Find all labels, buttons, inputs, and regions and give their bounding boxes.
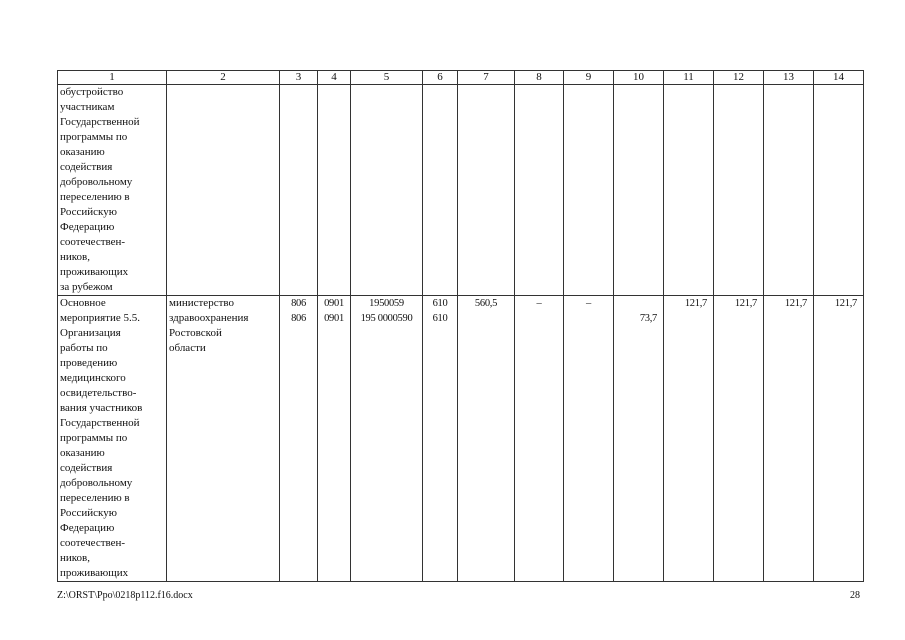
year-value-cell <box>664 296 714 582</box>
text-line: работы по <box>60 342 108 354</box>
empty-cell <box>318 85 351 296</box>
text-line: Федерацию <box>60 522 115 534</box>
text-line: соотечествен- <box>60 236 126 248</box>
year-value-cell <box>614 296 664 582</box>
text-line: Основное <box>60 297 106 309</box>
text-line: Федерацию <box>60 221 115 233</box>
empty-cell <box>764 85 814 296</box>
responsible-executor-cell <box>167 296 280 582</box>
year-value-cell <box>564 296 614 582</box>
header-cell: 8 <box>515 71 564 85</box>
header-cell: 12 <box>714 71 764 85</box>
text-line: участникам <box>60 101 115 113</box>
empty-cell <box>564 85 614 296</box>
header-cell: 5 <box>351 71 423 85</box>
year-value: 121,7 <box>834 298 857 309</box>
text-line: содействия <box>60 161 113 173</box>
section-code: 0901 <box>324 298 344 309</box>
year-value: 121,7 <box>684 298 707 309</box>
text-line: добровольному <box>60 477 133 489</box>
text-line: Государственной <box>60 417 140 429</box>
text-line: оказанию <box>60 146 105 158</box>
header-cell: 9 <box>564 71 614 85</box>
year-value: – <box>536 298 542 309</box>
text-line: ников, <box>60 251 91 263</box>
responsible-executor-lines <box>169 296 277 356</box>
header-row <box>58 71 864 85</box>
empty-cell <box>167 85 280 296</box>
header-cell: 4 <box>318 71 351 85</box>
text-line: Государственной <box>60 116 140 128</box>
total-value: 560,5 <box>474 298 498 309</box>
text-line: проживающих <box>60 266 129 278</box>
text-line: Российскую <box>60 507 117 519</box>
header-cell: 10 <box>614 71 664 85</box>
text-line: программы по <box>60 131 128 143</box>
text-line: мероприятие 5.5. <box>60 312 141 324</box>
text-line: содействия <box>60 462 113 474</box>
year-value: 121,7 <box>734 298 757 309</box>
header-cell: 11 <box>664 71 714 85</box>
grbs-code-cell <box>280 296 318 582</box>
empty-cell <box>814 85 864 296</box>
expense-type-code: 610 <box>432 313 448 324</box>
text-line: области <box>169 342 206 354</box>
text-line: здравоохранения <box>169 312 249 324</box>
text-line: Организация <box>60 327 121 339</box>
expense-type-code: 610 <box>432 298 448 309</box>
file-path: Z:\ORST\Ppo\0218p112.f16.docx <box>57 590 193 601</box>
grbs-code: 806 <box>291 298 306 309</box>
text-line: Российскую <box>60 206 117 218</box>
activity-description-cell <box>58 85 167 296</box>
activity-description-lines <box>60 85 164 295</box>
target-article-cell <box>351 296 423 582</box>
header-cell: 3 <box>280 71 318 85</box>
text-line: Ростовской <box>169 327 222 339</box>
header-cell: 13 <box>764 71 814 85</box>
table-row <box>58 85 864 296</box>
total-cell <box>458 296 515 582</box>
header-cell: 14 <box>814 71 864 85</box>
budget-table <box>57 70 864 582</box>
target-article-code: 195 0000590 <box>360 313 413 324</box>
section-code-cell <box>318 296 351 582</box>
section-code: 0901 <box>324 313 344 324</box>
text-line: ников, <box>60 552 91 564</box>
empty-cell <box>423 85 458 296</box>
text-line: обустройство <box>60 86 124 98</box>
text-line: за рубежом <box>60 281 113 293</box>
empty-cell <box>351 85 423 296</box>
expense-type-cell <box>423 296 458 582</box>
text-line: переселению в <box>60 191 130 203</box>
empty-cell <box>458 85 515 296</box>
text-line: переселению в <box>60 492 130 504</box>
target-article-code: 1950059 <box>369 298 404 309</box>
empty-cell <box>280 85 318 296</box>
text-line: вания участников <box>60 402 143 414</box>
text-line: оказанию <box>60 447 105 459</box>
year-value-cell <box>515 296 564 582</box>
header-cell: 6 <box>423 71 458 85</box>
header-cell: 2 <box>167 71 280 85</box>
empty-cell <box>714 85 764 296</box>
year-value: 121,7 <box>784 298 807 309</box>
text-line: медицинского <box>60 372 126 384</box>
empty-cell <box>664 85 714 296</box>
text-line: проживающих <box>60 567 129 579</box>
text-line: проведению <box>60 357 118 369</box>
text-line: программы по <box>60 432 128 444</box>
activity-description-cell <box>58 296 167 582</box>
activity-description-lines <box>60 296 164 581</box>
header-cell: 7 <box>458 71 515 85</box>
header-cell: 1 <box>58 71 167 85</box>
grbs-code: 806 <box>291 313 306 324</box>
year-value: 73,7 <box>639 313 657 324</box>
text-line: добровольному <box>60 176 133 188</box>
page-number: 28 <box>850 590 860 601</box>
text-line: соотечествен- <box>60 537 126 549</box>
table-row <box>58 296 864 582</box>
year-value: – <box>586 298 591 309</box>
year-value-cell <box>714 296 764 582</box>
year-value-cell <box>764 296 814 582</box>
empty-cell <box>614 85 664 296</box>
empty-cell <box>515 85 564 296</box>
text-line: министерство <box>169 297 235 309</box>
year-value-cell <box>814 296 864 582</box>
text-line: освидетельство- <box>60 387 137 399</box>
